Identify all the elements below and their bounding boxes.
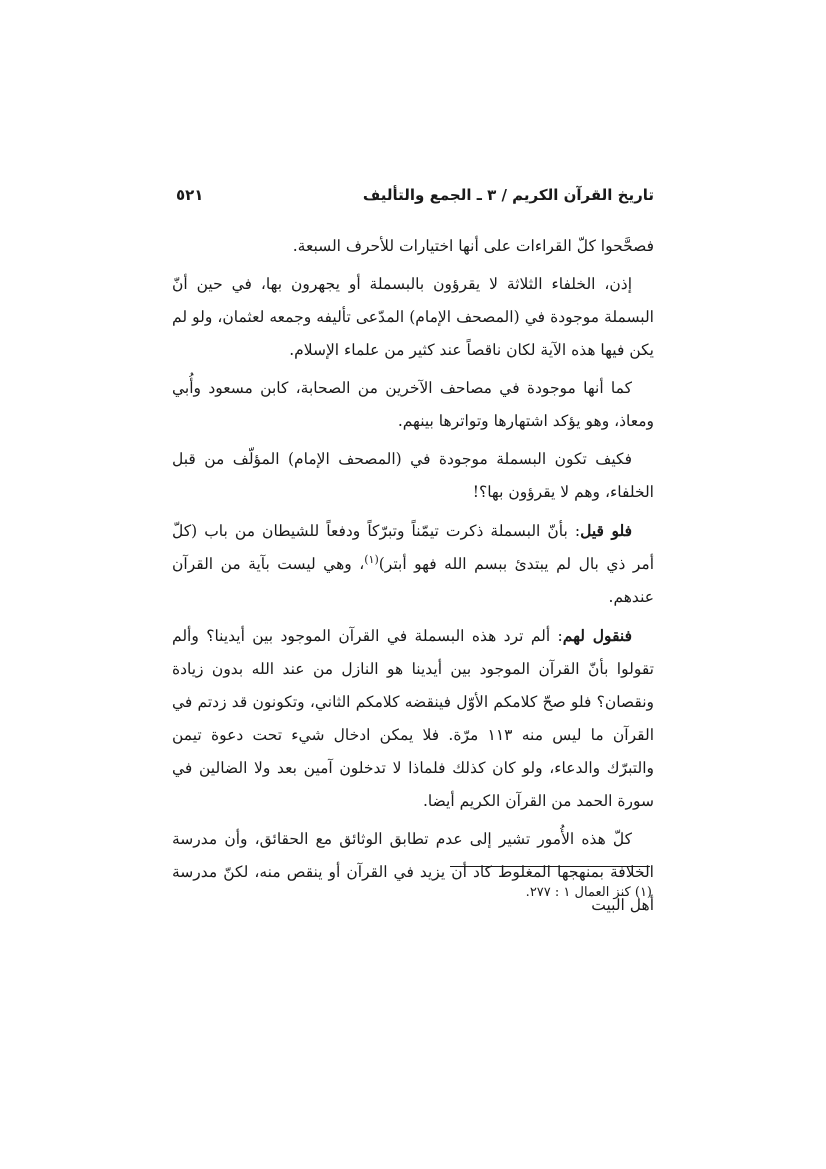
- paragraph: [172, 268, 654, 367]
- page-header: [176, 186, 654, 212]
- paragraph-lead: فنقول لهم: [562, 626, 632, 645]
- footnote-divider: [450, 866, 650, 867]
- paragraph: [172, 372, 654, 438]
- page-number: ٥٢١: [176, 186, 204, 204]
- paragraph-lead: فلو قيل: [580, 521, 632, 540]
- paragraph-text: كلّ هذه الأُمور تشير إلى عدم تطابق الوثائق مع الحقائق، وأن مدرسة الخلافة بمنهجها المغلوط كاد أن يزيد في القرآن أو ينقص منه، لكنّ مدرسة أهل البيت: [172, 830, 654, 914]
- paragraph-text: إذن، الخلفاء الثلاثة لا يقرؤون بالبسملة أو يجهرون بها، في حين أنّ البسملة موجودة في (المصحف الإمام) المدّعى تأليفه وجمعه لعثمان، ولو لم يكن فيها هذه الآية لكان ناقصاً عند كثير من علماء الإسلام.: [172, 275, 654, 359]
- paragraph: [172, 823, 654, 922]
- paragraph: [172, 230, 654, 263]
- footnote: [172, 882, 652, 904]
- paragraph: [172, 619, 654, 818]
- footnote-text: (١) كنز العمال ١ : ٢٧٧.: [525, 885, 652, 900]
- running-title: تاريخ القرآن الكريم / ٣ ـ الجمع والتأليف: [362, 186, 654, 204]
- paragraph-text: : ألم ترد هذه البسملة في القرآن الموجود بين أيدينا؟ وألم تقولوا بأنّ القرآن الموجود بين أيدينا هو النازل من عند الله بدون زيادة ونقصان؟ فلو صحّ كلامكم الأوّل فينقضه كلامكم الثاني، وتكونون قد زدتم في القرآن ما ليس منه ١١٣ مرّة. فلا يمكن ادخال شيء تحت دعوة تيمن والتبرّك والدعاء، ولو كان كذلك فلماذا لا تدخلون آمين بعد ولا الضالين في سورة الحمد من القرآن الكريم أيضا.: [172, 627, 654, 810]
- paragraph-text: فصحَّحوا كلّ القراءات على أنها اختيارات للأحرف السبعة.: [292, 237, 654, 255]
- paragraph-text: فكيف تكون البسملة موجودة في (المصحف الإمام) المؤلّف من قبل الخلفاء، وهم لا يقرؤون بها؟!: [172, 450, 654, 501]
- footnote-reference: (١): [364, 552, 379, 566]
- paragraph: [172, 514, 654, 614]
- paragraph-text: كما أنها موجودة في مصاحف الآخرين من الصحابة، كابن مسعود وأُبي ومعاذ، وهو يؤكد اشتهارها وتواترها بينهم.: [172, 379, 654, 430]
- body-text: [172, 230, 654, 927]
- paragraph-text-after: ، وهي ليست بآية من القرآن عندهم.: [172, 555, 654, 606]
- paragraph-text: : بأنّ البسملة ذكرت تيمّناً وتبرّكاً ودفعاً للشيطان من باب (كلّ أمر ذي بال لم يبتدئ ببسم الله فهو أبتر): [172, 522, 654, 573]
- paragraph: [172, 443, 654, 509]
